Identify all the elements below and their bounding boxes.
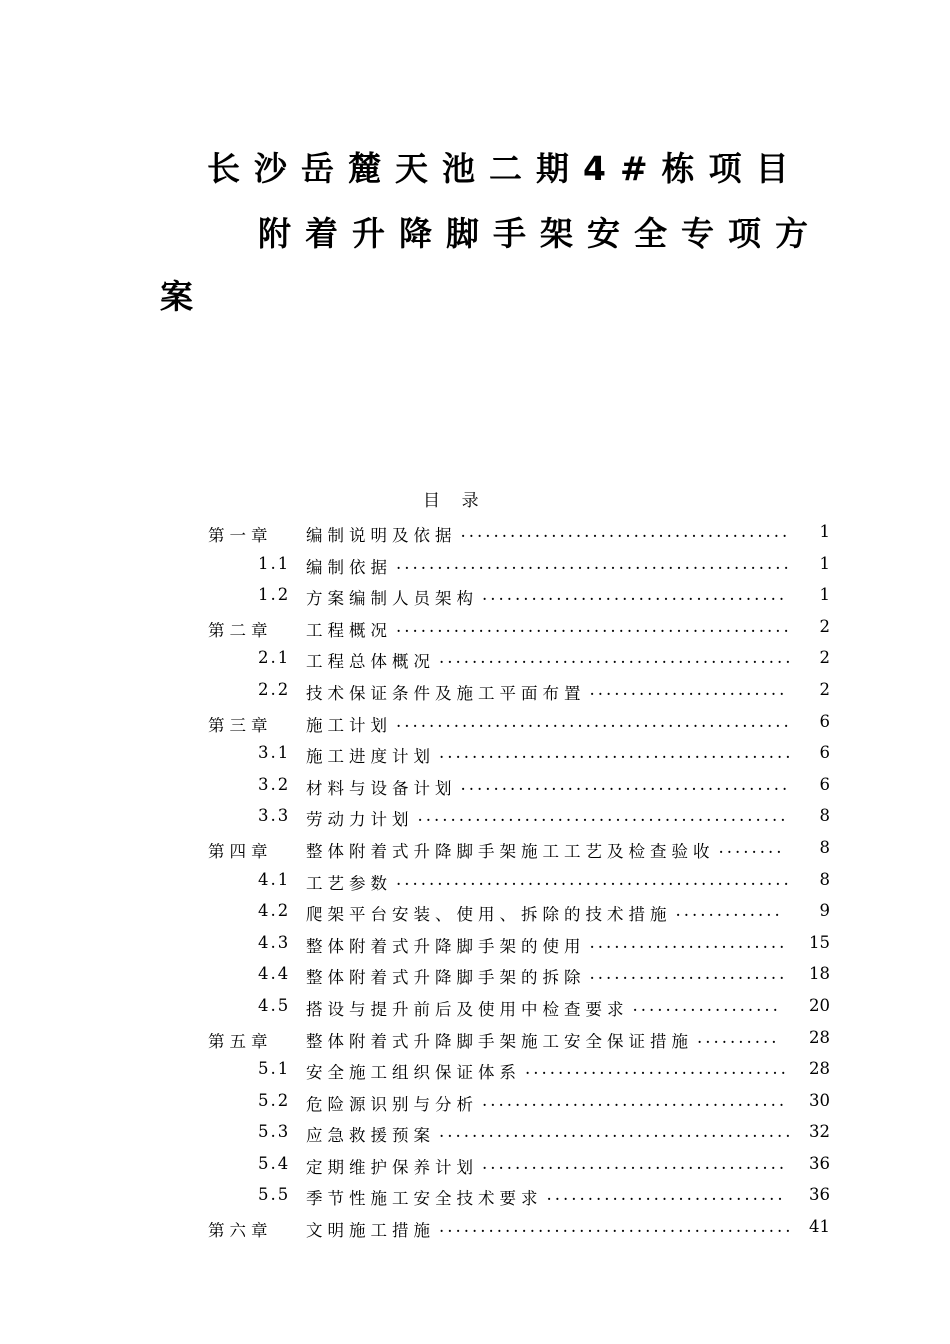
toc-entry-title: 整体附着式升降脚手架的使用: [306, 936, 586, 956]
toc-entry[interactable]: [208, 990, 838, 1022]
toc-page-number: 30: [809, 1090, 830, 1110]
toc-dot-leader: .....................................: [482, 1153, 788, 1173]
toc-dot-leader: .....................................: [482, 585, 788, 605]
toc-entry-title: 爬架平台安装、使用、拆除的技术措施: [306, 905, 672, 925]
toc-page-number: 8: [819, 837, 830, 857]
toc-dot-leader: ........................: [589, 679, 788, 699]
document-title-line-1: 长沙岳麓天池二期4#栋项目: [207, 149, 803, 188]
toc-entry-title: 编制说明及依据: [306, 526, 457, 545]
toc-dot-leader: .............: [675, 901, 783, 921]
toc-entry[interactable]: [208, 927, 838, 959]
toc-entry-number: 2.1: [258, 648, 291, 668]
toc-entry[interactable]: [208, 737, 838, 769]
toc-entry-number: 5.2: [258, 1090, 291, 1110]
toc-page-number: 8: [819, 869, 830, 889]
toc-entry-title: 技术保证条件及施工平面布置: [306, 683, 586, 703]
toc-entry[interactable]: [208, 1179, 838, 1211]
toc-entry-number: 第二章: [208, 620, 273, 640]
toc-entry-title: 应急救援预案: [306, 1126, 435, 1146]
toc-entry[interactable]: [208, 1022, 838, 1054]
toc-dot-leader: ..................: [632, 995, 781, 1015]
toc-entry-title: 文明施工措施: [306, 1221, 435, 1241]
toc-page-number: 20: [809, 995, 830, 1015]
toc-entry-number: 第四章: [208, 841, 273, 861]
toc-entry[interactable]: [208, 642, 838, 674]
toc-entry-title: 编制依据: [306, 557, 392, 577]
toc-page-number: 1: [819, 522, 830, 541]
toc-dot-leader: ........................: [589, 964, 788, 984]
toc-entry[interactable]: [208, 800, 838, 832]
toc-dot-leader: ........: [718, 837, 785, 857]
toc-entry-number: 5.4: [258, 1153, 291, 1173]
toc-dot-leader: ...........................................: [439, 648, 794, 668]
toc-entry-number: 2.2: [258, 679, 291, 699]
toc-entry[interactable]: [208, 548, 838, 580]
toc-dot-leader: ................................................: [396, 711, 792, 731]
toc-entry[interactable]: [208, 1211, 838, 1243]
toc-entry[interactable]: [208, 706, 838, 738]
toc-dot-leader: ................................................: [396, 553, 792, 573]
toc-dot-leader: ................................................: [396, 869, 792, 889]
toc-page-number: 1: [819, 585, 830, 605]
toc-entry-number: 4.5: [258, 995, 291, 1015]
toc-entry[interactable]: [208, 769, 838, 801]
toc-entry[interactable]: [208, 832, 838, 864]
toc-entry[interactable]: [208, 611, 838, 643]
toc-entry-title: 整体附着式升降脚手架施工工艺及检查验收: [306, 841, 715, 861]
toc-page-number: 36: [809, 1153, 830, 1173]
toc-page-number: 6: [819, 711, 830, 731]
toc-entry-number: 3.2: [258, 774, 291, 794]
toc-entry[interactable]: [208, 1116, 838, 1148]
toc-dot-leader: .............................: [546, 1185, 786, 1205]
toc-entry-title: 整体附着式升降脚手架的拆除: [306, 968, 586, 988]
toc-page-number: 28: [809, 1027, 830, 1047]
toc-page-number: 41: [809, 1217, 830, 1237]
toc-page-number: 18: [809, 964, 830, 984]
toc-entry-title: 方案编制人员架构: [306, 589, 478, 609]
toc-dot-leader: ........................: [589, 932, 788, 952]
toc-entry[interactable]: [208, 864, 838, 896]
toc-entry-title: 施工计划: [306, 715, 392, 735]
toc-entry-number: 第三章: [208, 715, 273, 735]
toc-dot-leader: ................................: [525, 1059, 789, 1079]
toc-entry-title: 定期维护保养计划: [306, 1157, 478, 1177]
toc-entry-title: 季节性施工安全技术要求: [306, 1189, 543, 1209]
toc-page-number: 1: [819, 553, 830, 573]
toc-page-number: 2: [819, 679, 830, 699]
toc-entry-title: 劳动力计划: [306, 810, 414, 830]
toc-entry[interactable]: [208, 895, 838, 927]
toc-heading: 目 录: [423, 491, 479, 511]
toc-entry[interactable]: [208, 1085, 838, 1117]
toc-entry-number: 4.2: [258, 901, 291, 921]
toc-dot-leader: ...........................................: [439, 1217, 794, 1237]
toc-page-number: 2: [819, 648, 830, 668]
document-title-line-3: 案: [160, 277, 207, 316]
toc-entry[interactable]: [208, 1148, 838, 1180]
toc-entry[interactable]: [208, 516, 838, 548]
toc-entry-number: 1.2: [258, 585, 291, 605]
toc-entry-number: 4.4: [258, 964, 291, 984]
toc-page-number: 8: [819, 806, 830, 826]
toc-entry-title: 工程概况: [306, 620, 392, 640]
document-title-line-2: 附着升降脚手架安全专项方: [258, 214, 822, 253]
toc-page-number: 9: [819, 901, 830, 921]
toc-entry-number: 4.1: [258, 869, 291, 889]
toc-dot-leader: ...........................................: [439, 743, 794, 763]
toc-entry-title: 工程总体概况: [306, 652, 435, 672]
toc-page-number: 6: [819, 774, 830, 794]
toc-entry-number: 第一章: [208, 526, 273, 545]
toc-entry[interactable]: [208, 1053, 838, 1085]
toc-entry-title: 整体附着式升降脚手架施工安全保证措施: [306, 1031, 693, 1051]
toc-entry-number: 5.3: [258, 1122, 291, 1142]
toc-entry-number: 第五章: [208, 1031, 273, 1051]
toc-entry-title: 危险源识别与分析: [306, 1094, 478, 1114]
toc-page-number: 36: [809, 1185, 830, 1205]
toc-entry-number: 5.1: [258, 1059, 291, 1079]
toc-page-number: 2: [819, 616, 830, 636]
toc-dot-leader: ................................................: [396, 616, 792, 636]
toc-page-number: 28: [809, 1059, 830, 1079]
toc-dot-leader: .............................................: [417, 806, 789, 826]
toc-entry-title: 搭设与提升前后及使用中检查要求: [306, 999, 629, 1019]
toc-dot-leader: .....................................: [482, 1090, 788, 1110]
toc-entry-number: 3.3: [258, 806, 291, 826]
toc-entry[interactable]: [208, 674, 838, 706]
toc-entry[interactable]: [208, 958, 838, 990]
toc-entry[interactable]: [208, 579, 838, 611]
toc-dot-leader: ..........: [697, 1027, 780, 1047]
toc-entry-title: 材料与设备计划: [306, 778, 457, 798]
toc-entry-title: 工艺参数: [306, 873, 392, 893]
toc-entry-number: 3.1: [258, 743, 291, 763]
toc-dot-leader: ...........................................: [439, 1122, 794, 1142]
toc-entry-number: 第六章: [208, 1221, 273, 1241]
toc-entry-number: 5.5: [258, 1185, 291, 1205]
toc-entry-number: 4.3: [258, 932, 291, 952]
toc-page-number: 15: [809, 932, 830, 952]
toc-dot-leader: ........................................: [460, 522, 791, 541]
toc-entry-title: 安全施工组织保证体系: [306, 1063, 521, 1083]
toc-dot-leader: ........................................: [460, 774, 791, 794]
toc-page-number: 32: [809, 1122, 830, 1142]
table-of-contents: [208, 516, 838, 1243]
toc-page-number: 6: [819, 743, 830, 763]
toc-entry-number: 1.1: [258, 553, 291, 573]
toc-entry-title: 施工进度计划: [306, 747, 435, 767]
